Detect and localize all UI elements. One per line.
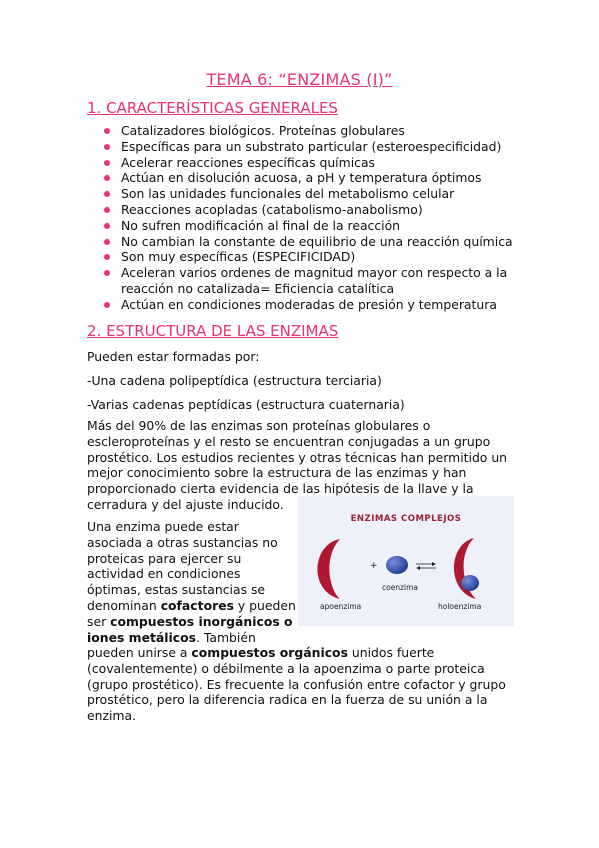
bullet-icon [104,302,110,308]
paragraph: Pueden estar formadas por: [87,349,260,364]
section-1-heading: 1. CARACTERÍSTICAS GENERALES [87,99,338,117]
apoenzyme-shape [317,539,340,599]
list-item: Son muy específicas (ESPECIFICIDAD) [87,249,527,265]
list-item: Actúan en condiciones moderadas de presión y temperatura [87,297,527,313]
bullet-icon [104,223,110,229]
characteristics-list [87,123,527,313]
paragraph: Más del 90% de las enzimas son proteínas globulares o escleroproteínas y el resto se encuentran conjugadas a un grupo prostético. Los estudios recientes y otras técnicas han permitido un mejor conocimiento sobre la estructura de las enzimas y han proporcionado cierta evidencia de las hipótesis de la llave y la cerradura y del ajuste inducido. [87,418,508,512]
apoenzyme-label: apoenzima [320,602,362,611]
bullet-icon [104,128,110,134]
arrow-forward-head [432,562,436,566]
bullet-icon [104,254,110,260]
enzyme-complex-figure [298,496,514,626]
list-item: Son las unidades funcionales del metabolismo celular [87,186,527,202]
list-item: Específicas para un substrato particular (esteroespecificidad) [87,139,527,155]
document-title: TEMA 6: “ENZIMAS (I)” [206,70,393,89]
bullet-icon [104,175,110,181]
paragraph: -Varias cadenas peptídicas (estructura cuaternaria) [87,397,405,412]
section-2-heading: 2. ESTRUCTURA DE LAS ENZIMAS [87,322,339,340]
bullet-icon [104,207,110,213]
cofactor-paragraph-continued: pueden unirse a compuestos orgánicos unidos fuerte (covalentemente) o débilmente a la apoenzima o parte proteica (grupo prostético). Es frecuente la confusión entre cofactor y grupo prostético, pero la diferencia radica en la fuerza de su unión a la enzima. [87,645,506,724]
list-item: Actúan en disolución acuosa, a pH y temperatura óptimos [87,170,527,186]
list-item: Catalizadores biológicos. Proteínas globulares [87,123,527,139]
arrow-back-head [416,566,420,570]
list-item: No sufren modificación al final de la reacción [87,218,527,234]
figure-title: ENZIMAS COMPLEJOS [350,514,462,524]
plus-sign: + [370,561,378,571]
cofactor-paragraph-wrapped: Una enzima puede estar asociada a otras sustancias no proteicas para ejercer su actividad en condiciones óptimas, estas sustancias se denominan cofactores y pueden ser compuestos inorgánicos o iones metálicos. También [87,519,296,645]
list-item: No cambian la constante de equilibrio de una reacción química [87,234,527,250]
list-item: Reacciones acopladas (catabolismo-anabolismo) [87,202,527,218]
bullet-icon [104,191,110,197]
holoenzyme-coenzyme-shape [461,575,479,591]
bullet-icon [104,160,110,166]
list-item: Acelerar reacciones específicas químicas [87,155,527,171]
bullet-icon [104,270,110,276]
paragraph: -Una cadena polipeptídica (estructura terciaria) [87,373,382,388]
list-item: Aceleran varios ordenes de magnitud mayor con respecto a la reacción no catalizada= Eficiencia catalítica [87,265,527,297]
bullet-icon [104,239,110,245]
bullet-icon [104,144,110,150]
coenzyme-label: coenzima [382,583,419,592]
holoenzyme-label: holoenzima [438,602,482,611]
coenzyme-shape [386,556,408,574]
